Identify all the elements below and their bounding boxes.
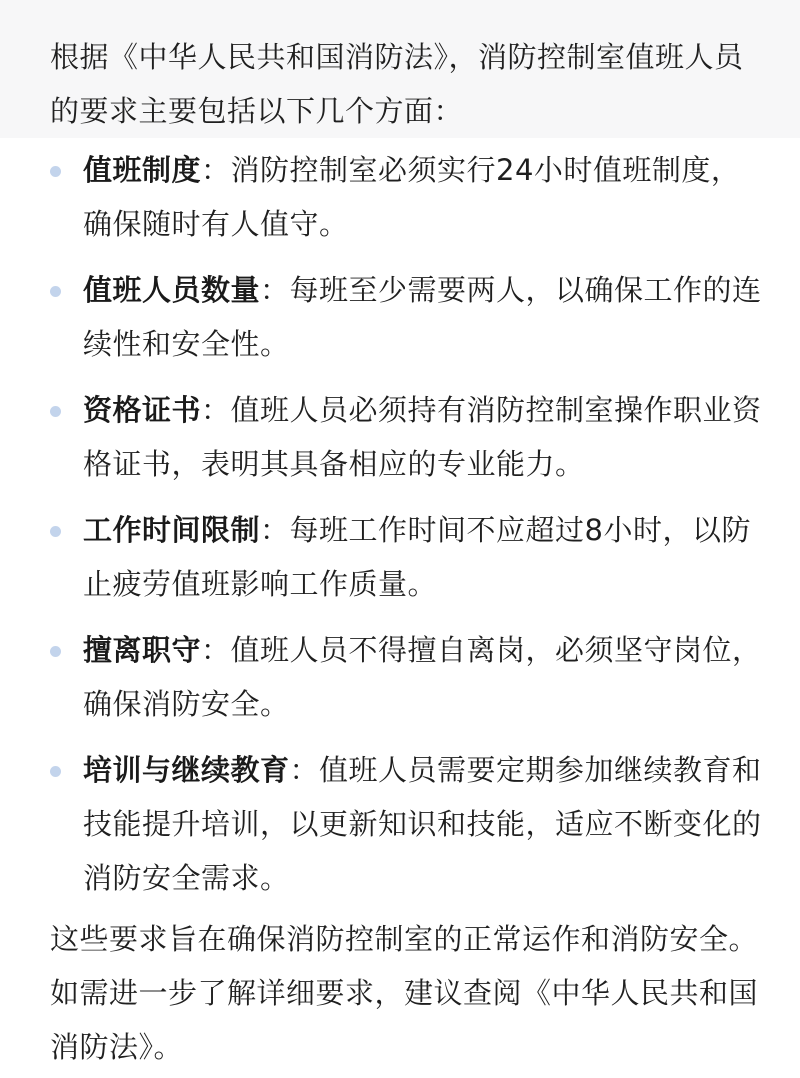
intro-paragraph: 根据《中华人民共和国消防法》，消防控制室值班人员的要求主要包括以下几个方面： [50, 40, 744, 128]
list-item [0, 383, 763, 491]
bullet-dot-icon [50, 766, 61, 777]
item-separator: ： [201, 153, 231, 187]
item-term: 值班人员数量 [83, 273, 261, 307]
bullet-dot-icon [50, 406, 61, 417]
bullet-dot-icon [50, 286, 61, 297]
item-separator: ： [260, 513, 290, 547]
list-item [0, 263, 763, 371]
list-item [0, 623, 763, 731]
item-description: 每班至少需要两人，以确保工作的连续性和安全性。 [83, 273, 762, 361]
item-term: 擅离职守 [83, 633, 202, 667]
item-separator: ： [289, 753, 320, 787]
bullet-dot-icon [50, 166, 61, 177]
item-description: 值班人员不得擅自离岗，必须坚守岗位，确保消防安全。 [83, 633, 762, 721]
item-description: 每班工作时间不应超过8小时，以防止疲劳值班影响工作质量。 [83, 513, 751, 601]
list-item [0, 503, 763, 611]
item-separator: ： [201, 633, 231, 667]
item-separator: ： [260, 273, 290, 307]
bullet-dot-icon [50, 646, 61, 657]
requirements-list [0, 143, 800, 917]
item-description: 值班人员必须持有消防控制室操作职业资格证书，表明其具备相应的专业能力。 [83, 393, 762, 481]
item-term: 值班制度 [83, 153, 202, 187]
item-term: 资格证书 [83, 393, 202, 427]
bullet-dot-icon [50, 526, 61, 537]
item-description: 值班人员需要定期参加继续教育和技能提升培训，以更新知识和技能，适应不断变化的消防安全需求。 [83, 753, 762, 895]
list-item [0, 143, 763, 251]
item-term: 工作时间限制 [83, 513, 261, 547]
outro-paragraph: 这些要求旨在确保消防控制室的正常运作和消防安全。如需进一步了解详细要求，建议查阅《中华人民共和国消防法》。 [50, 922, 759, 1064]
list-item [0, 743, 763, 905]
item-description: 消防控制室必须实行24小时值班制度，确保随时有人值守。 [83, 153, 741, 241]
item-term: 培训与继续教育 [83, 753, 290, 787]
item-separator: ： [201, 393, 231, 427]
